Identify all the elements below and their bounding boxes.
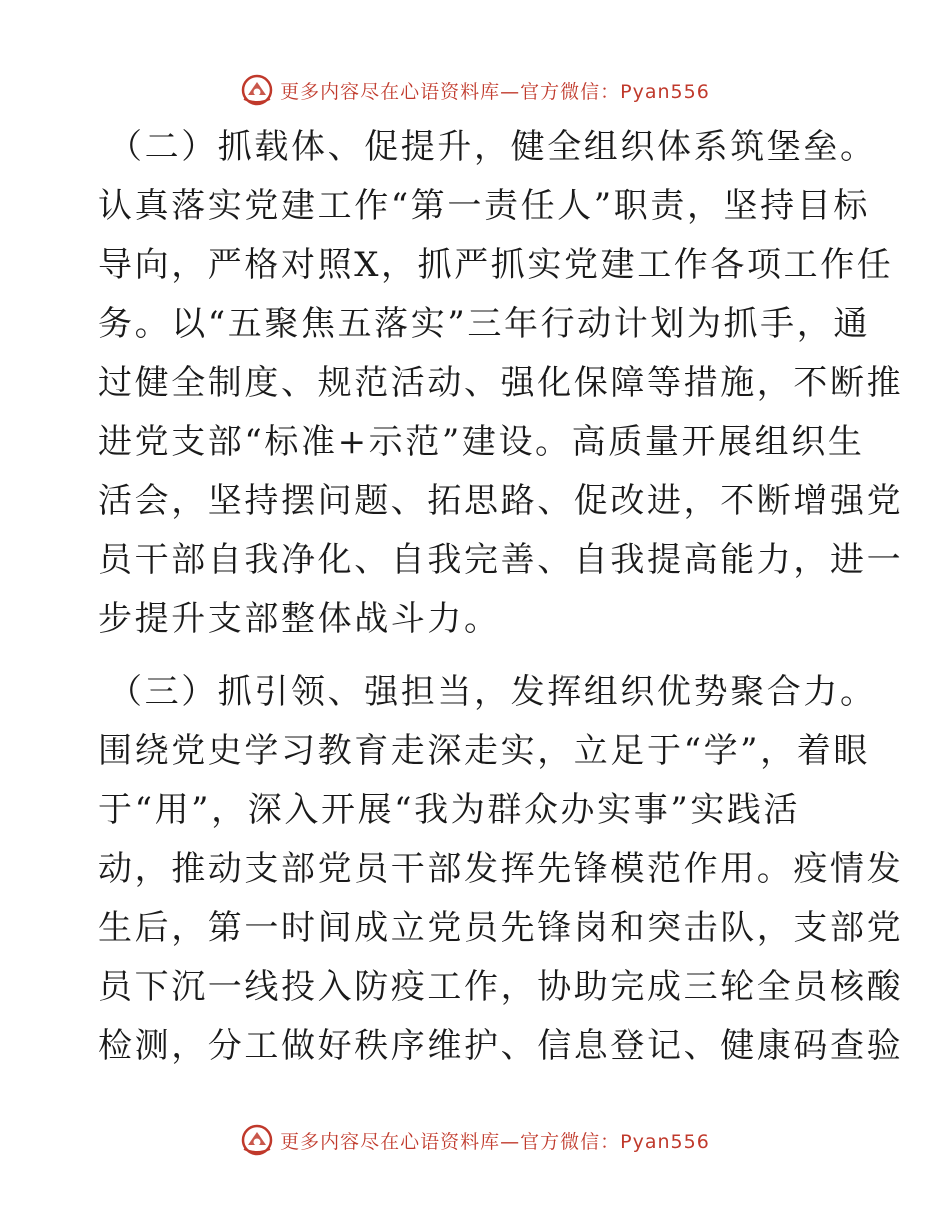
paragraph-line: 于“用”，深入开展“我为群众办实事”实践活: [98, 790, 801, 830]
paragraph-line: 进党支部“标准+示范”建设。高质量开展组织生: [98, 422, 865, 462]
header-watermark-banner: [0, 70, 950, 110]
section-heading: （三）抓引领、强担当，发挥组织优势聚合力。: [108, 672, 877, 712]
section-three: [98, 663, 904, 1076]
red-book-seal-icon: [240, 73, 274, 107]
paragraph-line: 围绕党史学习教育走深走实，立足于“学”，着眼: [98, 731, 870, 771]
paragraph-line: 生后，第一时间成立党员先锋岗和突击队，支部党: [98, 908, 904, 948]
paragraph-line: 员下沉一线投入防疫工作，协助完成三轮全员核酸: [98, 967, 904, 1007]
paragraph-line: 检测，分工做好秩序维护、信息登记、健康码查验: [98, 1026, 904, 1066]
header-banner-text: 更多内容尽在心语资料库—官方微信：Pyan556: [280, 80, 710, 103]
footer-watermark-banner: [0, 1120, 950, 1160]
paragraph-line: 务。以“五聚焦五落实”三年行动计划为抓手，通: [98, 304, 870, 344]
footer-banner-text: 更多内容尽在心语资料库—官方微信：Pyan556: [280, 1130, 710, 1153]
red-book-seal-icon: [240, 1123, 274, 1157]
paragraph-line: 导向，严格对照X，抓严抓实党建工作各项工作任: [98, 245, 894, 285]
paragraph-line: 员干部自我净化、自我完善、自我提高能力，进一: [98, 540, 904, 580]
paragraph-line: 过健全制度、规范活动、强化保障等措施，不断推: [98, 363, 904, 403]
paragraph-line: 活会，坚持摆问题、拓思路、促改进，不断增强党: [98, 481, 904, 521]
section-heading: （二）抓载体、促提升，健全组织体系筑堡垒。: [108, 127, 877, 167]
section-two: [98, 118, 904, 649]
document-body: [98, 118, 904, 1090]
paragraph-line: 认真落实党建工作“第一责任人”职责，坚持目标: [98, 186, 870, 226]
paragraph-line: 动，推动支部党员干部发挥先锋模范作用。疫情发: [98, 849, 904, 889]
paragraph-line: 步提升支部整体战斗力。: [98, 599, 501, 639]
